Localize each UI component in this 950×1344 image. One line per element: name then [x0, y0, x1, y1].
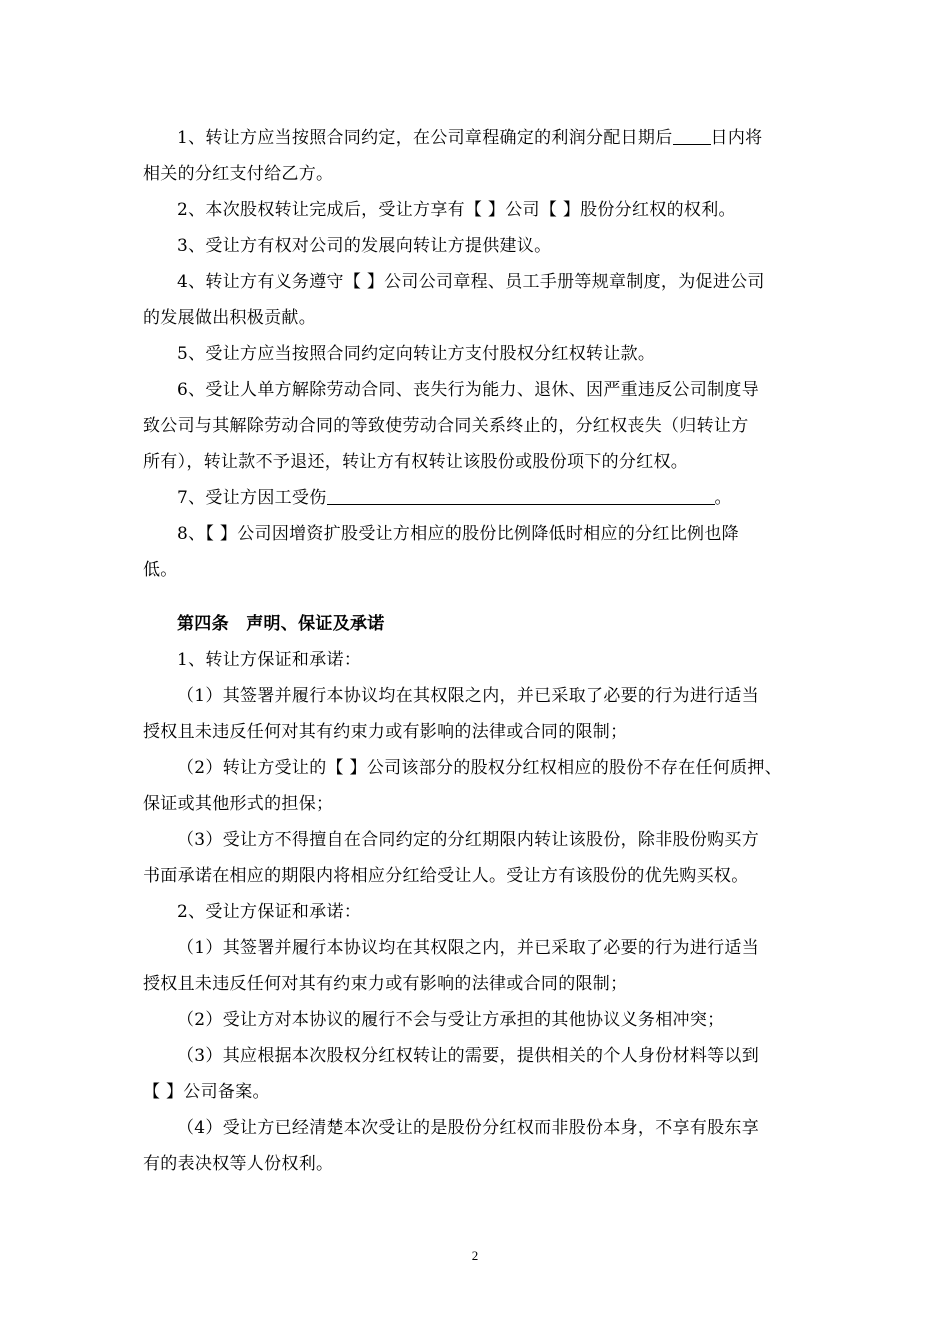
section-4-item-1: 1、转让方保证和承诺：: [177, 650, 362, 670]
section-4-1-3-cont: 书面承诺在相应的期限内将相应分红给受让人。受让方有该股份的优先购买权。: [143, 866, 749, 886]
clause-6: 6、受让人单方解除劳动合同、丧失行为能力、退休、因严重违反公司制度导: [177, 380, 760, 400]
section-4-1-2: （2）转让方受让的【 】公司该部分的股权分红权相应的股份不存在任何质押、: [177, 758, 783, 778]
section-4-1-1: （1）其签署并履行本协议均在其权限之内，并已采取了必要的行为进行适当: [177, 686, 760, 706]
clause-8-cont: 低。: [143, 560, 178, 580]
clause-8: 8、【 】公司因增资扩股受让方相应的股份比例降低时相应的分红比例也降: [177, 524, 739, 544]
clause-1: 1、转让方应当按照合同约定，在公司章程确定的利润分配日期后 日内将: [177, 128, 763, 148]
section-4-1-2-cont: 保证或其他形式的担保；: [143, 794, 334, 814]
section-4-2-3: （3）其应根据本次股权分红权转让的需要，提供相关的个人身份材料等以到: [177, 1046, 760, 1066]
section-4-2-4: （4）受让方已经清楚本次受让的是股份分红权而非股份本身，不享有股东享: [177, 1118, 760, 1138]
clause-1-cont: 相关的分红支付给乙方。: [143, 164, 334, 184]
document-body: [143, 120, 811, 1182]
clause-5: 5、受让方应当按照合同约定向转让方支付股权分红权转让款。: [177, 344, 656, 364]
section-4-2-2: （2）受让方对本协议的履行不会与受让方承担的其他协议义务相冲突；: [177, 1010, 725, 1030]
clause-6-cont: 致公司与其解除劳动合同的等致使劳动合同关系终止的，分红权丧失（归转让方: [143, 416, 749, 436]
clause-4: 4、转让方有义务遵守【 】公司公司章程、员工手册等规章制度，为促进公司: [177, 272, 765, 292]
blank-injury: [327, 488, 715, 505]
clause-6-cont2: 所有），转让款不予退还，转让方有权转让该股份或股份项下的分红权。: [143, 452, 689, 472]
section-4-2-3-cont: 【 】公司备案。: [143, 1082, 270, 1102]
clause-2: 2、本次股权转让完成后，受让方享有【 】公司【 】股份分红权的权利。: [177, 200, 736, 220]
page-number: 2: [471, 1248, 479, 1263]
section-4-1-3: （3）受让方不得擅自在合同约定的分红期限内转让该股份，除非股份购买方: [177, 830, 760, 850]
section-4-2-4-cont: 有的表决权等人份权利。: [143, 1154, 334, 1174]
clause-3: 3、受让方有权对公司的发展向转让方提供建议。: [177, 236, 552, 256]
clause-4-cont: 的发展做出积极贡献。: [143, 308, 316, 328]
section-4-1-1-cont: 授权且未违反任何对其有约束力或有影响的法律或合同的限制；: [143, 722, 628, 742]
section-4-2-1: （1）其签署并履行本协议均在其权限之内，并已采取了必要的行为进行适当: [177, 938, 760, 958]
section-4-title: 第四条 声明、保证及承诺: [177, 614, 385, 634]
section-4-2-1-cont: 授权且未违反任何对其有约束力或有影响的法律或合同的限制；: [143, 974, 628, 994]
blank-days: [673, 128, 711, 145]
section-4-item-2: 2、受让方保证和承诺：: [177, 902, 362, 922]
clause-7: 7、受让方因工受伤 。: [177, 488, 732, 508]
